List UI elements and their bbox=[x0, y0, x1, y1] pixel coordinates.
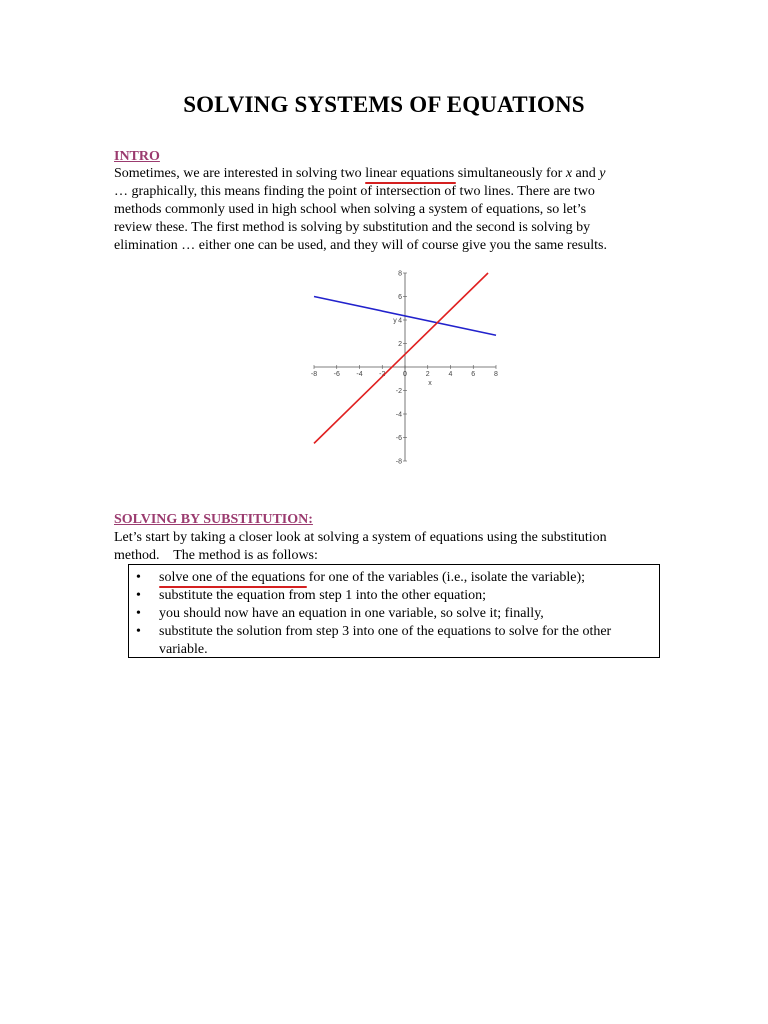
x-tick-label: 0 bbox=[403, 371, 407, 378]
step-3-text: you should now have an equation in one variable, so solve it; finally, bbox=[159, 606, 544, 621]
step-item bbox=[129, 569, 659, 587]
steps-list bbox=[129, 569, 659, 659]
y-tick-label: -4 bbox=[395, 411, 402, 419]
bullet: • bbox=[136, 606, 141, 621]
page-title: SOLVING SYSTEMS OF EQUATIONS bbox=[183, 92, 585, 117]
linear-equations-underlined: linear equations bbox=[365, 166, 455, 181]
substitution-line-2: method. The method is as follows: bbox=[114, 548, 318, 563]
x-tick-label: 6 bbox=[471, 371, 476, 378]
bullet: • bbox=[136, 588, 141, 603]
y-axis-label: y bbox=[393, 317, 397, 325]
step-item bbox=[129, 623, 659, 659]
substitution-intro bbox=[114, 529, 654, 565]
x-tick-label: -2 bbox=[379, 371, 386, 378]
intro-line-2: … graphically, this means finding the point of intersection of two lines. There are two bbox=[114, 184, 595, 199]
bullet: • bbox=[136, 624, 141, 639]
step-2-text: substitute the equation from step 1 into the other equation; bbox=[159, 588, 486, 603]
y-tick-label: 4 bbox=[398, 317, 402, 325]
x-tick-label: 2 bbox=[425, 371, 430, 378]
y-tick-label: -6 bbox=[395, 435, 402, 442]
substitution-heading: SOLVING BY SUBSTITUTION: bbox=[114, 512, 313, 527]
step-item bbox=[129, 587, 659, 605]
x-axis-label: x bbox=[428, 380, 432, 387]
bullet: • bbox=[136, 570, 141, 585]
var-y: y bbox=[599, 166, 606, 181]
intersection-chart bbox=[300, 268, 510, 466]
intro-line-3: methods commonly used in high school when solving a system of equations, so let’s bbox=[114, 202, 587, 217]
intro-line-5: elimination … either one can be used, and they will of course give you the same results. bbox=[114, 238, 607, 253]
intro-paragraph bbox=[114, 165, 654, 255]
x-tick-label: -4 bbox=[356, 371, 363, 378]
step-item bbox=[129, 605, 659, 623]
step-1-text: for one of the variables (i.e., isolate the variable); bbox=[305, 570, 586, 585]
steps-box bbox=[128, 564, 660, 658]
x-tick-label: 8 bbox=[494, 371, 498, 378]
x-tick-label: -8 bbox=[310, 371, 318, 378]
x-tick-label: 4 bbox=[448, 371, 453, 378]
substitution-line-1: Let’s start by taking a closer look at solving a system of equations using the substitution bbox=[114, 530, 607, 545]
intro-line-4: review these. The first method is solving by substitution and the second is solving by bbox=[114, 220, 591, 235]
var-x: x bbox=[565, 166, 573, 181]
y-tick-label: 6 bbox=[398, 294, 402, 301]
intro-heading: INTRO bbox=[114, 149, 160, 164]
y-tick-label: -2 bbox=[395, 388, 402, 395]
y-tick-label: -8 bbox=[395, 458, 402, 466]
step-1-underlined: solve one of the equations bbox=[159, 570, 306, 585]
y-tick-label: 2 bbox=[398, 341, 402, 348]
step-4-text: substitute the solution from step 3 into one of the equations to solve for the other variable. bbox=[159, 624, 612, 657]
x-tick-label: -6 bbox=[333, 371, 340, 378]
intro-line-1: Sometimes, we are interested in solving two linear equations simultaneously for x and y bbox=[114, 166, 606, 181]
y-tick-label: 8 bbox=[398, 270, 402, 278]
